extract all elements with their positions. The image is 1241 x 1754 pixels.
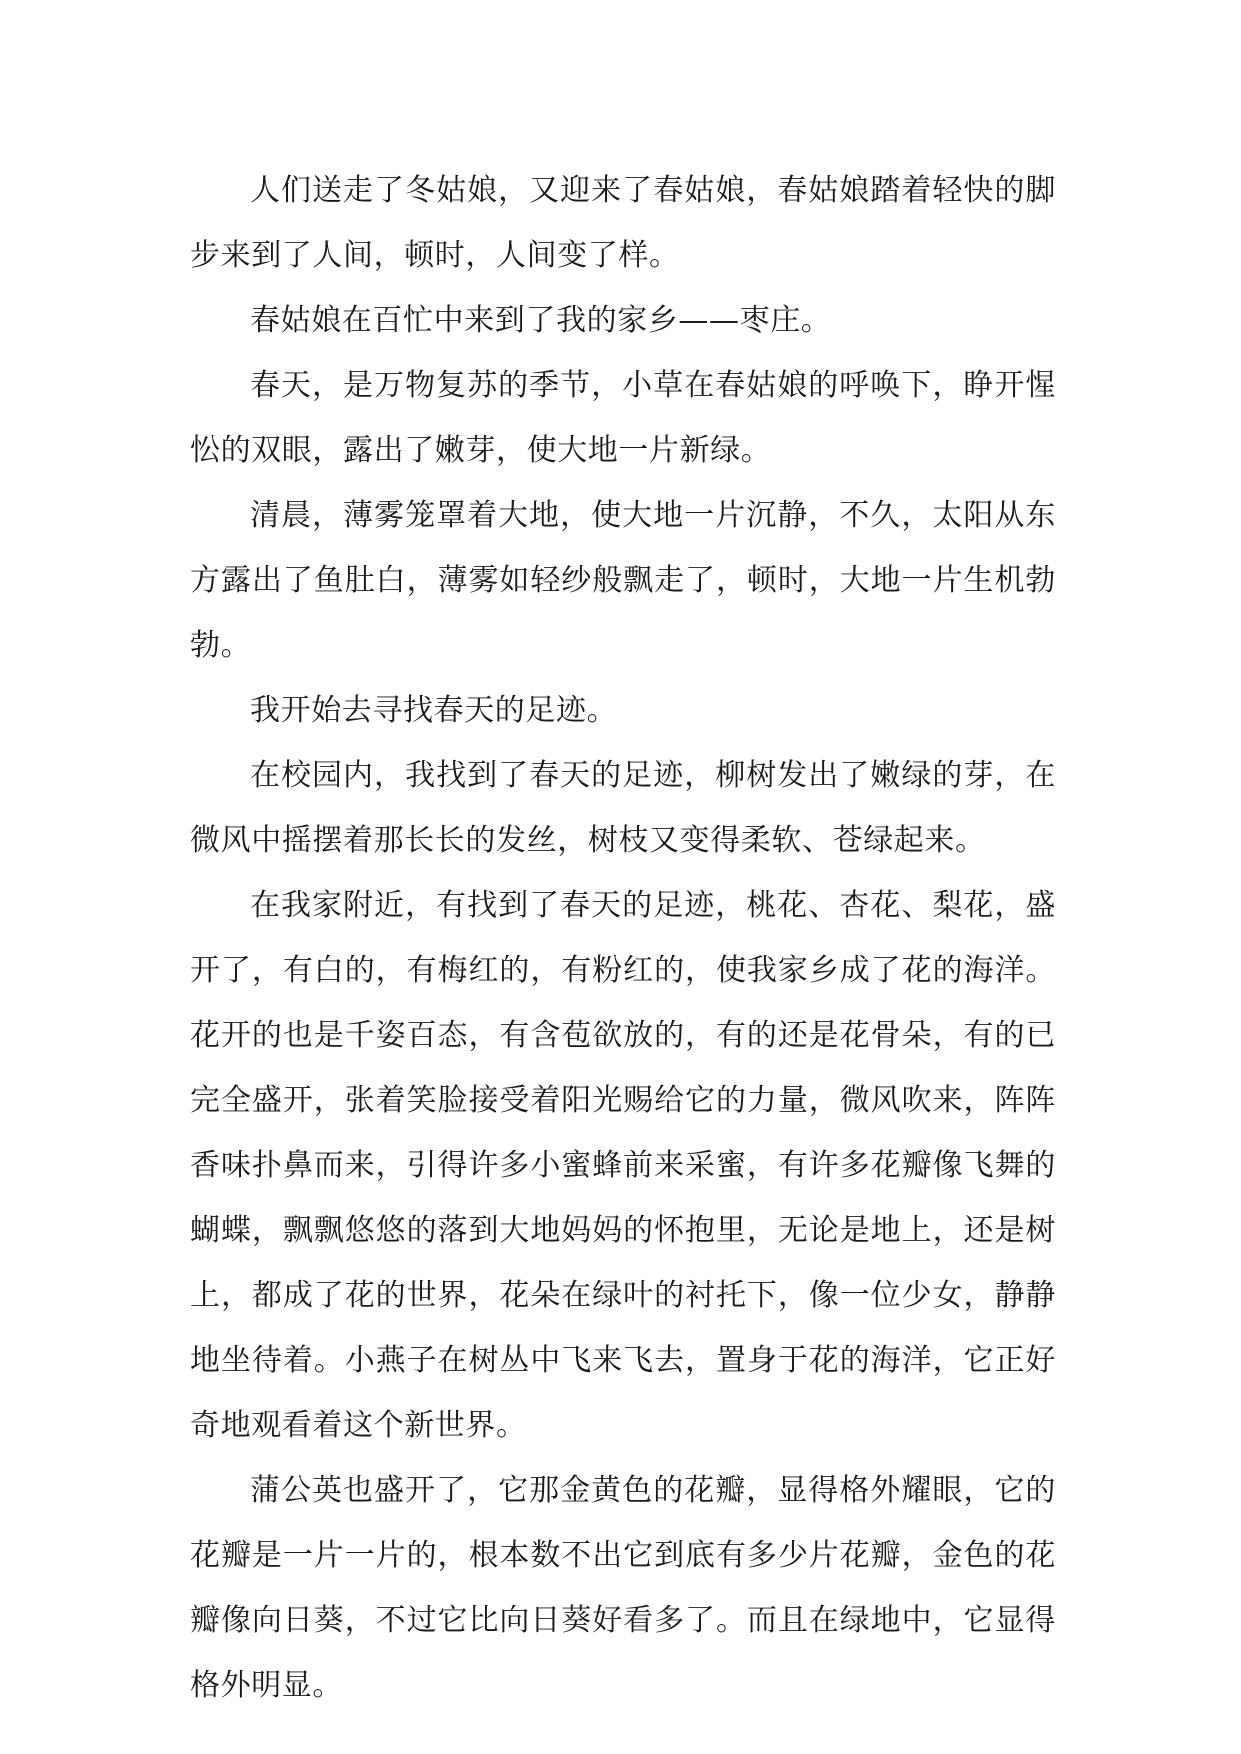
paragraph: 春天，是万物复苏的季节，小草在春姑娘的呼唤下，睁开惺忪的双眼，露出了嫩芽，使大地一片新绿。 [190, 368, 1056, 468]
document-page [190, 158, 1056, 1718]
paragraph: 我开始去寻找春天的足迹。 [250, 693, 618, 728]
paragraph: 春姑娘在百忙中来到了我的家乡——枣庄。 [250, 303, 832, 338]
paragraph: 清晨，薄雾笼罩着大地，使大地一片沉静，不久，太阳从东方露出了鱼肚白，薄雾如轻纱般飘走了，顿时，大地一片生机勃勃。 [190, 498, 1056, 663]
paragraph: 在校园内，我找到了春天的足迹，柳树发出了嫩绿的芽，在微风中摇摆着那长长的发丝，树枝又变得柔软、苍绿起来。 [190, 758, 1056, 858]
paragraph: 人们送走了冬姑娘，又迎来了春姑娘，春姑娘踏着轻快的脚步来到了人间，顿时，人间变了样。 [190, 173, 1056, 273]
paragraph: 蒲公英也盛开了，它那金黄色的花瓣，显得格外耀眼，它的花瓣是一片一片的，根本数不出它到底有多少片花瓣，金色的花瓣像向日葵，不过它比向日葵好看多了。而且在绿地中，它显得格外明显。 [190, 1473, 1056, 1703]
paragraph: 在我家附近，有找到了春天的足迹，桃花、杏花、梨花，盛开了，有白的，有梅红的，有粉红的，使我家乡成了花的海洋。花开的也是千姿百态，有含苞欲放的，有的还是花骨朵，有的已完全盛开，张着笑脸接受着阳光赐给它的力量，微风吹来，阵阵香味扑鼻而来，引得许多小蜜蜂前来采蜜，有许多花瓣像飞舞的蝴蝶，飘飘悠悠的落到大地妈妈的怀抱里，无论是地上，还是树上，都成了花的世界，花朵在绿叶的衬托下，像一位少女，静静地坐待着。小燕子在树丛中飞来飞去，置身于花的海洋，它正好奇地观看着这个新世界。 [190, 888, 1056, 1443]
